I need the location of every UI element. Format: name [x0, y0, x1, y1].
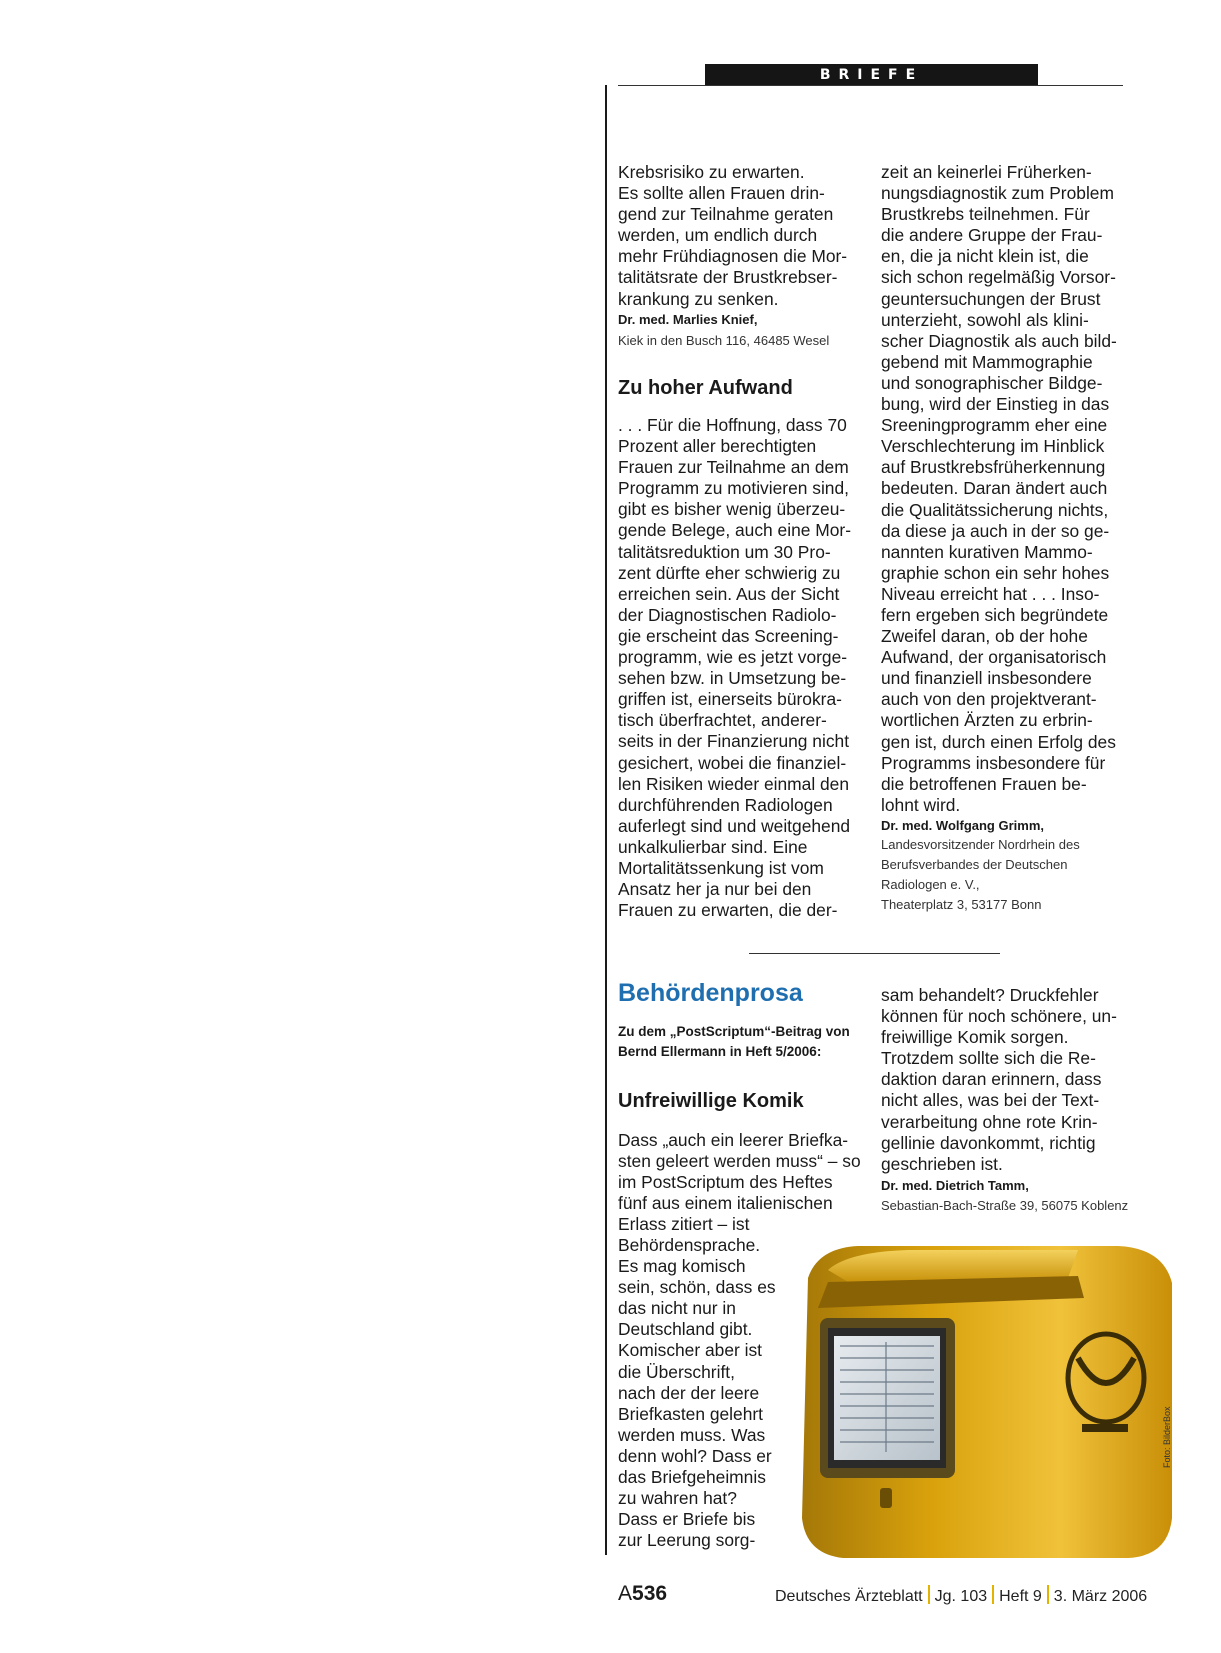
letter3-topic: Behördenprosa	[618, 979, 803, 1007]
journal-date: 3. März 2006	[1053, 1588, 1148, 1605]
photo-credit: Foto: BilderBox	[1162, 1406, 1172, 1468]
footer-separator	[1047, 1585, 1049, 1604]
letter2-text-right: zeit an keinerlei Früherken- nungsdiagnostik zum Problem Brustkrebs teilnehmen. Für die andere Gruppe der Frau- en, die ja nicht klein ist, die sich schon regelmäßig Vorsor- geuntersuchungen der Brust unterzieht, sowohl als klini- scher Diagnostik als auch bild- gebend mit Mammographie und sonographischer Bildge- bung, wird der Einstieg in das Sreeningprogramm eher eine Verschlechterung im Hinblick auf Brustkrebsfrüherkennung bedeuten. Daran ändert auch die Qualitätssicherung nichts, da diese ja auch in der so ge- nannten kurativen Mammo- graphie schon ein sehr hohes Niveau erreicht hat . . . Inso- fern ergeben sich begründete Zweifel daran, ob der hohe Aufwand, der organisatorisch und finanziell insbesondere auch von den projektverant- wortlichen Ärzten zu erbrin- gen ist, durch einen Erfolg des Programms insbesondere für die betroffenen Frauen be- lohnt wird.	[881, 162, 1117, 815]
letter2-author: Dr. med. Wolfgang Grimm,	[881, 818, 1045, 833]
letter1-text: Krebsrisiko zu erwarten. Es sollte allen Frauen drin- gend zur Teilnahme geraten werden, um endlich durch mehr Frühdiagnosen die Mor- talitätsrate der Brustkrebser- krankung zu senken.	[618, 162, 848, 309]
page-number	[618, 1582, 667, 1606]
section-header: BRIEFE	[705, 64, 1038, 86]
mailbox-display	[820, 1318, 955, 1478]
letter2-heading: Zu hoher Aufwand	[618, 377, 793, 399]
letter2-text-left: . . . Für die Hoffnung, dass 70 Prozent aller berechtigten Frauen zur Teilnahme an dem Programm zu motivieren sind, gibt es bisher wenig überzeu- gende Belege, auch eine Mor- talitätsreduktion um 30 Pro- zent dürfte eher schwierig zu erreichen sein. Aus der Sicht der Diagnostischen Radiolo- gie erscheint das Screening- programm, wie es jetzt vorge- sehen bzw. in Umsetzung be- griffen ist, einerseits bürokra- tisch überfrachtet, anderer- seits in der Finanzierung nicht gesichert, wobei die finanziel- len Risiken wieder einmal den durchführenden Radiologen auferlegt sind und weitgehend unkalkulierbar sind. Eine Mortalitätssenkung ist vom Ansatz her ja nur bei den Frauen zu erwarten, die der-	[618, 415, 851, 921]
letter3-text-right: sam behandelt? Druckfehler können für noch schönere, un- freiwillige Komik sorgen. Trotzdem sollte sich die Re- daktion daran erinnern, dass nicht alles, was bei der Text- verarbeitung ohne rote Krin- gellinie davonkommt, richtig geschrieben ist.	[881, 985, 1117, 1174]
footer-separator	[928, 1585, 930, 1604]
page-number-value: 536	[632, 1582, 668, 1605]
letter3-intro: Zu dem „PostScriptum“-Beitrag von Bernd Ellermann in Heft 5/2006:	[618, 1024, 850, 1059]
letter3-text-left-b: Behördensprache. Es mag komisch sein, schön, dass es das nicht nur in Deutschland gibt. Komischer aber ist die Überschrift, nach der der leere Briefkasten gelehrt werden muss. Was denn wohl? Dass er das Briefgeheimnis zu wahren hat? Dass er Briefe bis zur Leerung sorg-	[618, 1235, 776, 1551]
letter1-author: Dr. med. Marlies Knief,	[618, 312, 758, 327]
letter3-heading: Unfreiwillige Komik	[618, 1090, 804, 1112]
journal-issue: Heft 9	[999, 1588, 1042, 1605]
mailbox-photo	[788, 1238, 1176, 1560]
footer-info	[775, 1585, 1147, 1606]
section-divider	[749, 953, 1000, 954]
letter3-text-left-a: Dass „auch ein leerer Briefka- sten geleert werden muss“ – so im PostScriptum des Heftes fünf aus einem italienischen Erlass zitiert – ist	[618, 1130, 861, 1235]
keyhole-icon	[880, 1488, 892, 1508]
page-prefix: A	[618, 1582, 633, 1605]
journal-volume: Jg. 103	[934, 1588, 988, 1605]
journal-name: Deutsches Ärzteblatt	[775, 1588, 923, 1605]
letter2-address: Landesvorsitzender Nordrhein des Berufsverbandes der Deutschen Radiologen e. V., Theaterplatz 3, 53177 Bonn	[881, 837, 1080, 912]
footer-separator	[992, 1585, 994, 1604]
column-rule	[605, 85, 607, 1555]
letter1-address: Kiek in den Busch 116, 46485 Wesel	[618, 333, 830, 348]
letter3-author: Dr. med. Dietrich Tamm,	[881, 1178, 1029, 1193]
letter3-address: Sebastian-Bach-Straße 39, 56075 Koblenz	[881, 1198, 1129, 1213]
header-rule	[618, 85, 1123, 86]
